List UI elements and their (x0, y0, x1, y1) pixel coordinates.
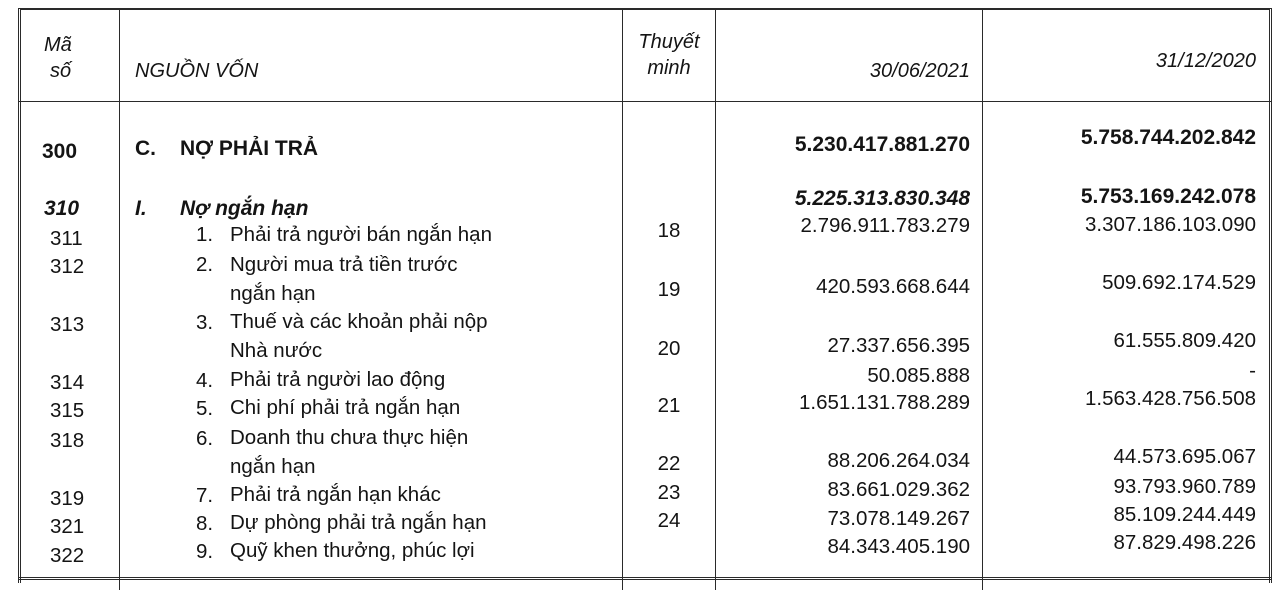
row-313-note: 20 (657, 337, 681, 360)
row-319-number: 7. (196, 484, 214, 507)
row-322-code: 322 (50, 544, 85, 567)
row-322-value-period1: 84.343.405.190 (827, 535, 970, 558)
row-319-value-period2: 93.793.960.789 (1113, 475, 1256, 498)
section-c-value-period1: 5.230.417.881.270 (794, 133, 970, 156)
row-315-value-period2: 1.563.428.756.508 (1085, 387, 1256, 410)
row-312-label-line2: ngắn hạn (230, 282, 316, 305)
section-i-label: Nợ ngắn hạn (180, 197, 309, 220)
column-divider-label (622, 8, 623, 590)
row-312-number: 2. (196, 253, 214, 276)
row-314-value-period2: - (1249, 359, 1256, 382)
section-c-value-period2: 5.758.744.202.842 (1080, 126, 1256, 149)
row-313-label-line2: Nhà nước (230, 339, 323, 362)
row-314-code: 314 (50, 371, 85, 394)
row-312-code: 312 (50, 255, 85, 278)
header-title: NGUỒN VỐN (135, 60, 259, 82)
row-318-value-period2: 44.573.695.067 (1113, 445, 1256, 468)
row-312-value-period1: 420.593.668.644 (816, 275, 970, 298)
header-period-1: 30/06/2021 (869, 60, 970, 82)
row-311-value-period2: 3.307.186.103.090 (1085, 213, 1256, 236)
row-321-label: Dự phòng phải trả ngắn hạn (230, 511, 487, 534)
row-311-code: 311 (50, 227, 83, 250)
row-313-number: 3. (196, 311, 214, 334)
row-313-code: 313 (50, 313, 85, 336)
row-321-number: 8. (196, 512, 214, 535)
row-314-value-period1: 50.085.888 (867, 364, 970, 387)
row-318-number: 6. (196, 427, 214, 450)
row-321-note: 24 (657, 509, 681, 532)
column-divider-period1 (982, 8, 983, 590)
row-321-value-period2: 85.109.244.449 (1113, 503, 1256, 526)
section-c-code: 300 (42, 140, 78, 163)
row-312-note: 19 (657, 278, 681, 301)
column-divider-note (715, 8, 716, 590)
section-c-prefix: C. (135, 137, 156, 160)
header-period-2: 31/12/2020 (1155, 50, 1256, 72)
section-i-prefix: I. (135, 197, 147, 220)
row-321-value-period1: 73.078.149.267 (827, 507, 970, 530)
row-313-label-line1: Thuế và các khoản phải nộp (230, 310, 488, 333)
row-311-number: 1. (196, 223, 214, 246)
row-318-code: 318 (50, 429, 85, 452)
row-312-value-period2: 509.692.174.529 (1102, 271, 1256, 294)
row-313-value-period2: 61.555.809.420 (1113, 329, 1256, 352)
section-i-value-period1: 5.225.313.830.348 (794, 187, 970, 210)
row-315-number: 5. (196, 397, 214, 420)
row-318-value-period1: 88.206.264.034 (827, 449, 970, 472)
row-315-note: 21 (657, 394, 681, 417)
header-note-line2: minh (647, 57, 691, 79)
section-i-value-period2: 5.753.169.242.078 (1080, 185, 1256, 208)
row-322-label: Quỹ khen thưởng, phúc lợi (230, 539, 475, 562)
row-315-code: 315 (50, 399, 85, 422)
column-divider-code (119, 8, 120, 590)
row-319-code: 319 (50, 487, 85, 510)
row-319-note: 23 (657, 481, 681, 504)
row-315-label: Chi phí phải trả ngắn hạn (230, 396, 461, 419)
row-311-label: Phải trả người bán ngắn hạn (230, 223, 492, 246)
header-code-line1: Mã (44, 34, 72, 56)
row-321-code: 321 (50, 515, 85, 538)
section-i-code: 310 (44, 197, 80, 220)
row-311-note: 18 (657, 219, 681, 242)
row-311-value-period1: 2.796.911.783.279 (800, 214, 970, 237)
row-319-value-period1: 83.661.029.362 (827, 478, 970, 501)
row-318-note: 22 (657, 452, 681, 475)
row-314-label: Phải trả người lao động (230, 368, 446, 391)
section-c-label: NỢ PHẢI TRẢ (180, 137, 319, 160)
row-314-number: 4. (196, 369, 214, 392)
row-315-value-period1: 1.651.131.788.289 (799, 391, 970, 414)
row-318-label-line1: Doanh thu chưa thực hiện (230, 426, 469, 449)
row-312-label-line1: Người mua trả tiền trước (230, 253, 458, 276)
table-bottom-rule (18, 577, 1272, 580)
row-318-label-line2: ngắn hạn (230, 455, 316, 478)
row-322-value-period2: 87.829.498.226 (1113, 531, 1256, 554)
row-313-value-period1: 27.337.656.395 (827, 334, 970, 357)
header-note-line1: Thuyết (638, 31, 700, 53)
row-322-number: 9. (196, 540, 214, 563)
header-code-line2: số (50, 60, 72, 82)
row-319-label: Phải trả ngắn hạn khác (230, 483, 441, 506)
header-separator (18, 101, 1272, 102)
